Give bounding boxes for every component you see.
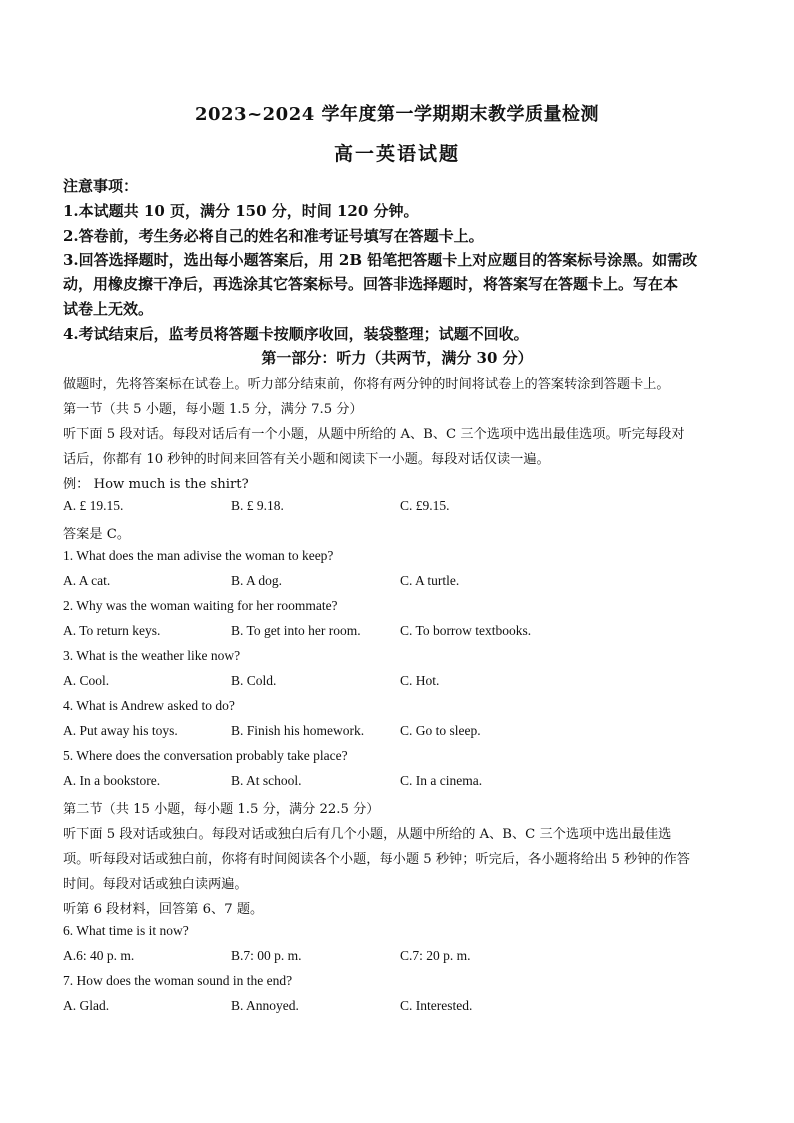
question-5: 5. Where does the conversation probably take place? [63, 748, 348, 763]
notice-item-3: 3.回答选择题时，选出每小题答案后，用 2B 铅笔把答题卡上对应题目的答案标号涂黑。如需改 [63, 251, 698, 269]
option-b: B.7: 00 p. m. [231, 948, 302, 963]
section1-heading: 第一节（共 5 小题，每小题 1.5 分，满分 7.5 分） [63, 402, 363, 417]
material-6-note: 听第 6 段材料，回答第 6、7 题。 [63, 902, 264, 917]
question-6: 6. What time is it now? [63, 923, 189, 938]
section2-instructions-2: 项。听每段对话或独白前，你将有时间阅读各个小题，每小题 5 秒钟；听完后，各小题将给出 5 秒钟的作答 [63, 852, 690, 867]
option-c: C. To borrow textbooks. [400, 623, 532, 638]
question-7: 7. How does the woman sound in the end? [63, 973, 293, 988]
notice-item-2: 2.答卷前，考生务必将自己的姓名和准考证号填写在答题卡上。 [63, 227, 484, 245]
option-c: C. In a cinema. [400, 773, 483, 788]
option-a: A. £ 19.15. [63, 498, 124, 513]
notice-item-3-end: 试卷上无效。 [63, 300, 154, 318]
notice-item-3-cont: 动，用橡皮擦干净后，再选涂其它答案标号。回答非选择题时，将答案写在答题卡上。写在本 [63, 275, 679, 293]
option-c: C. £9.15. [400, 498, 450, 513]
option-b: B. Annoyed. [231, 998, 299, 1013]
question-1-options [63, 573, 743, 591]
part1-heading: 第一部分：听力（共两节，满分 30 分） [261, 349, 533, 367]
option-b: B. £ 9.18. [231, 498, 284, 513]
option-c: C. A turtle. [400, 573, 460, 588]
option-a: A. To return keys. [63, 623, 161, 638]
exam-subtitle: 高一英语试题 [333, 143, 460, 165]
notice-heading: 注意事项： [63, 177, 139, 195]
question-1: 1. What does the man adivise the woman to keep? [63, 548, 334, 563]
example-options [63, 498, 743, 516]
section1-instructions-1: 听下面 5 段对话。每段对话后有一个小题，从题中所给的 A、B、C 三个选项中选出最佳选项。听完每段对 [63, 427, 685, 442]
section2-instructions-1: 听下面 5 段对话或独白。每段对话或独白后有几个小题，从题中所给的 A、B、C 三个选项中选出最佳选 [63, 827, 672, 842]
notice-item-1: 1.本试题共 10 页，满分 150 分，时间 120 分钟。 [63, 202, 419, 220]
section2-instructions-3: 时间。每段对话或独白读两遍。 [63, 877, 248, 892]
question-2: 2. Why was the woman waiting for her roommate? [63, 598, 338, 613]
option-b: B. At school. [231, 773, 302, 788]
option-c: C. Go to sleep. [400, 723, 481, 738]
option-a: A. Cool. [63, 673, 110, 688]
example-question: 例： How much is the shirt? [63, 477, 249, 492]
example-answer: 答案是 C。 [63, 527, 131, 542]
notice-item-4: 4.考试结束后，监考员将答题卡按顺序收回，装袋整理；试题不回收。 [63, 325, 529, 343]
section2-heading: 第二节（共 15 小题，每小题 1.5 分，满分 22.5 分） [63, 802, 380, 817]
question-4-options [63, 723, 743, 741]
option-c: C. Interested. [400, 998, 473, 1013]
question-4: 4. What is Andrew asked to do? [63, 698, 235, 713]
option-a: A. A cat. [63, 573, 111, 588]
option-a: A. Put away his toys. [63, 723, 178, 738]
section1-instructions-2: 话后，你都有 10 秒钟的时间来回答有关小题和阅读下一小题。每段对话仅读一遍。 [63, 452, 550, 467]
exam-title: 2023~2024 学年度第一学期期末教学质量检测 [194, 104, 600, 125]
question-7-options [63, 998, 743, 1016]
option-b: B. A dog. [231, 573, 283, 588]
question-6-options [63, 948, 743, 966]
option-c: C.7: 20 p. m. [400, 948, 471, 963]
option-c: C. Hot. [400, 673, 440, 688]
question-3-options [63, 673, 743, 691]
option-b: B. Cold. [231, 673, 277, 688]
option-b: B. Finish his homework. [231, 723, 365, 738]
question-2-options [63, 623, 743, 641]
part1-intro: 做题时，先将答案标在试卷上。听力部分结束前，你将有两分钟的时间将试卷上的答案转涂到答题卡上。 [63, 377, 670, 392]
option-b: B. To get into her room. [231, 623, 361, 638]
option-a: A. In a bookstore. [63, 773, 161, 788]
option-a: A. Glad. [63, 998, 110, 1013]
question-5-options [63, 773, 743, 791]
question-3: 3. What is the weather like now? [63, 648, 241, 663]
option-a: A.6: 40 p. m. [63, 948, 135, 963]
